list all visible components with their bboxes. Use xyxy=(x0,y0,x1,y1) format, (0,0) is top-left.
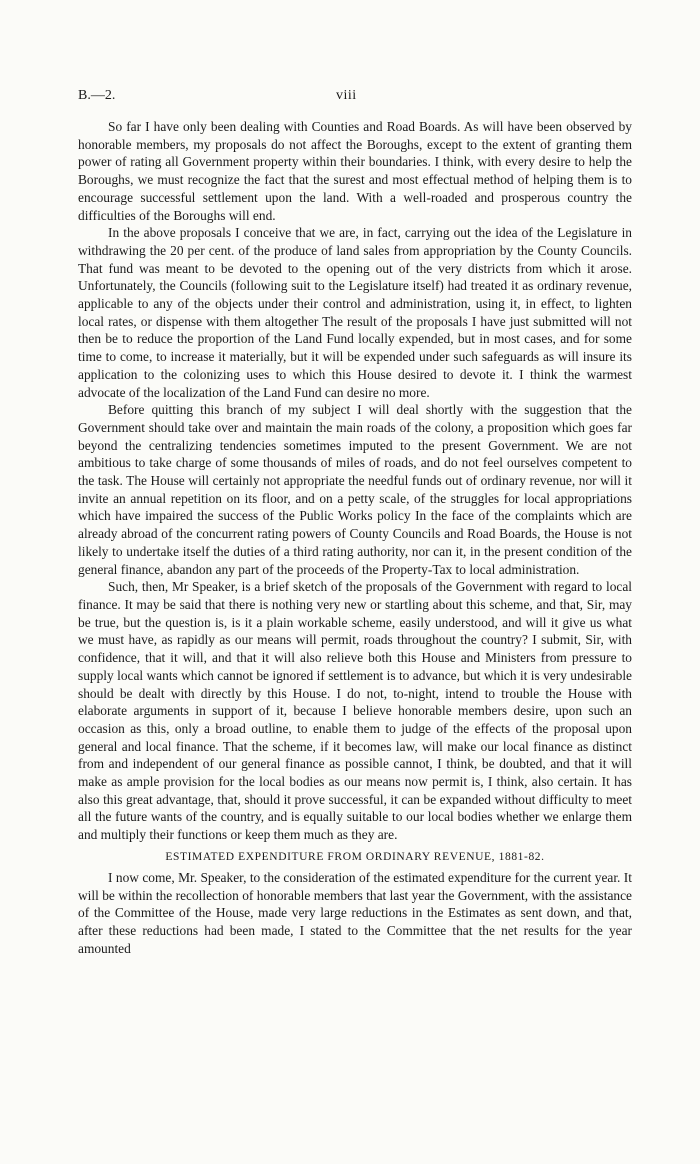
section-heading: ESTIMATED EXPENDITURE FROM ORDINARY REVENUE, 1881-82. xyxy=(165,850,545,863)
document-page xyxy=(78,88,632,957)
parliamentary-paper-reference: B.—2. xyxy=(78,88,116,103)
paragraph-boroughs: So far I have only been dealing with Counties and Road Boards. As will have been observed by honorable members, my proposals do not affect the Boroughs, except to the extent of granting them power of rating all Government property within their boundaries. I think, with every desire to help the Boroughs, we must recognize the fact that the surest and most effectual method of helping them is to encourage successful settlement upon the land. With a well-roaded and prosperous country the difficulties of the Boroughs will end. xyxy=(78,119,632,223)
page-number: viii xyxy=(336,88,357,103)
paragraph-local-finance-summary: Such, then, Mr Speaker, is a brief sketch of the proposals of the Government with regard to local finance. It may be said that there is nothing very new or startling about this scheme, and that, Sir, may be true, but the question is, is it a plain workable scheme, easily understood, and will it give us what we must have, as rapidly as our means will permit, roads throughout the country? I submit, Sir, with confidence, that it will, and that it will also relieve both this House and Ministers from pressure to supply local wants which cannot be ignored if settlement is to advance, but which it is very undesirable should be dealt with directly by this House. I do not, to-night, intend to trouble the House with elaborate arguments in support of it, because I believe honorable members desire, upon such an occasion as this, only a broad outline, to enable them to judge of the effects of the proposal upon general and local finance. That the scheme, if it becomes law, will make our local finance as distinct from and independent of our general finance as possible cannot, I think, be doubted, and that it will make as ample provision for the local bodies as our means now permit is, I think, also certain. It has also this great advantage, that, should it prove successful, it can be expanded without difficulty to meet all the future wants of the country, and is equally suitable to our local bodies whether we enlarge them and multiply their functions or keep them much as they are. xyxy=(78,579,632,843)
paragraph-main-roads: Before quitting this branch of my subject I will deal shortly with the suggestion that the Government should take over and maintain the main roads of the colony, a proposition which goes far beyond the centralizing tendencies sometimes imputed to the present Government. We are not ambitious to take charge of some thousands of miles of roads, and do not feel ourselves competent to the task. The House will certainly not appropriate the needful funds out of ordinary revenue, nor will it invite an annual repetition on its floor, and on a petty scale, of the struggles for local appropriations which have impaired the success of the Public Works policy In the face of the complaints which are already abroad of the concurrent rating powers of County Councils and Road Boards, the House is not likely to undertake itself the duties of a third rating authority, nor can it, in the present condition of the general finance, abandon any part of the proceeds of the Property-Tax to local administration. xyxy=(78,402,632,577)
page-header xyxy=(78,88,632,110)
paragraph-land-fund: In the above proposals I conceive that we are, in fact, carrying out the idea of the Legislature in withdrawing the 20 per cent. of the produce of land sales from appropriation by the County Councils. That fund was meant to be devoted to the opening out of the very districts from which it arose. Unfortunately, the Councils (following suit to the Legislature itself) had treated it as ordinary revenue, applicable to any of the objects under their control and administration, using it, in effect, to lighten local rates, or dispense with them altogether The result of the proposals I have just submitted will not then be to reduce the proportion of the Land Fund locally expended, but in most cases, and for some time to come, to increase it materially, but it will be expended under such safeguards as will insure its application to the colonizing uses to which this House desired to devote it. I think the warmest advocate of the localization of the Land Fund can desire no more. xyxy=(78,225,632,400)
paragraph-estimated-expenditure: I now come, Mr. Speaker, to the consideration of the estimated expenditure for the current year. It will be within the recollection of honorable members that last year the Government, with the assistance of the Committee of the House, made very large reductions in the Estimates as sent down, and that, after these reductions had been made, I stated to the Committee that the net results for the year amounted xyxy=(78,869,632,956)
